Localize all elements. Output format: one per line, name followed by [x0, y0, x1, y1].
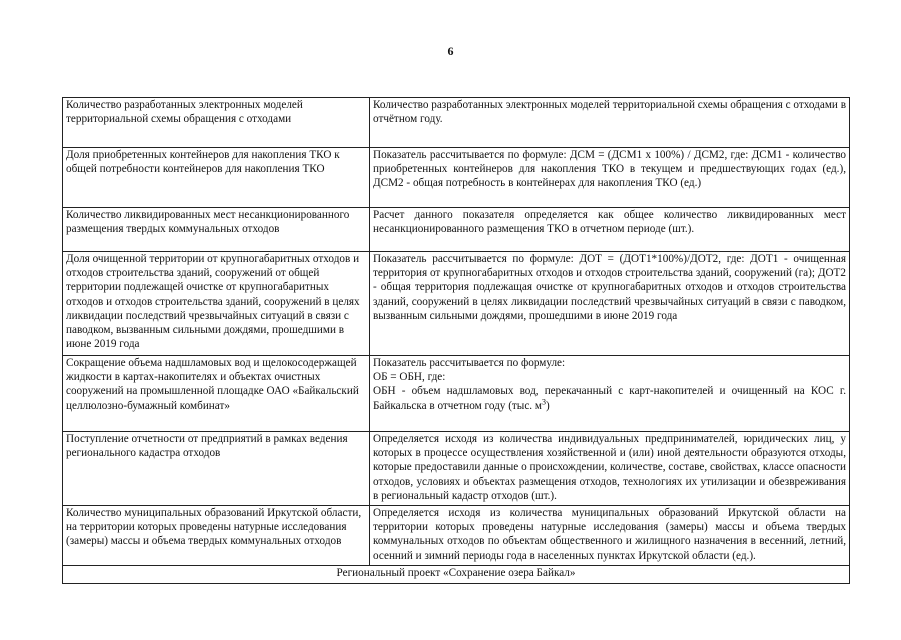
formula-tail: ) [545, 399, 550, 412]
indicator-cell: Количество ликвидированных мест несанкционированного размещения твердых коммунальных отходов [63, 208, 370, 252]
indicator-cell: Количество муниципальных образований Иркутской области, на территории которых проведены натурные исследования (замеры) массы и объема твердых коммунальных отходов [63, 506, 370, 566]
formula: ОБ = ОБН, где: [373, 371, 446, 384]
unit-exponent: 3 [541, 396, 546, 406]
method-cell: Определяется исходя из количества индивидуальных предпринимателей, юридических лиц, у которых в процессе осуществления хозяйственной и (или) иной деятельности образуются отходы, которые предоставили данные о происхождении, количестве, составе, свойствах, классе опасности отходов, условиях и объектах размещения отходов, технологиях их утилизации и обезвреживания в региональный кадастр отходов (шт.). [370, 432, 850, 506]
method-cell: Определяется исходя из количества муниципальных образований Иркутской области на территории которых проведены натурные исследования (замеры) массы и объема твердых коммунальных отходов по объектам общественного и жилищного назначения в весенний, летний, осенний и зимний периоды года в населенных пунктах Иркутской области (ед.). [370, 506, 850, 566]
table-row [63, 506, 850, 566]
formula-definition: ОБН - объем надшламовых вод, перекачанный с карт-накопителей и очищенный на КОС г. Байкальска в отчетном году (тыс. м [373, 385, 846, 412]
table-row [63, 432, 850, 506]
indicator-cell: Доля приобретенных контейнеров для накопления ТКО к общей потребности контейнеров для накопления ТКО [63, 148, 370, 208]
method-cell [370, 356, 850, 432]
section-title: Региональный проект «Сохранение озера Байкал» [63, 566, 850, 584]
indicator-cell: Поступление отчетности от предприятий в рамках ведения регионального кадастра отходов [63, 432, 370, 506]
indicator-cell: Сокращение объема надшламовых вод и щелокосодержащей жидкости в картах-накопителях и объектах очистных сооружений на промышленной площадке ОАО «Байкальский целлюлозно-бумажный комбинат» [63, 356, 370, 432]
section-row [63, 566, 850, 584]
method-cell: Показатель рассчитывается по формуле: ДСМ = (ДСМ1 х 100%) / ДСМ2, где: ДСМ1 - количество приобретенных контейнеров для накопления ТКО в текущем и предшествующих годах (ед.), ДСМ2 - общая потребность в контейнерах для накопления ТКО (ед.) [370, 148, 850, 208]
page-number: 6 [447, 44, 454, 58]
table-row [63, 252, 850, 356]
method-cell: Показатель рассчитывается по формуле: ДОТ = (ДОТ1*100%)/ДОТ2, где: ДОТ1 - очищенная территория от крупногабаритных отходов и отходов строительства зданий, сооружений (га); ДОТ2 - общая территория подлежащая очистке от крупногабаритных отходов и отходов строительства зданий, сооружений в целях ликвидации последствий чрезвычайных ситуаций в связи с паводком, вызванным сильными дождями, прошедшими в июне 2019 года [370, 252, 850, 356]
indicator-cell: Доля очищенной территории от крупногабаритных отходов и отходов строительства зданий, сооружений от общей территории подлежащей очистке от крупногабаритных отходов и отходов строительства зданий, сооружений в целях ликвидации последствий чрезвычайных ситуаций в связи с паводком, вызванным сильными дождями, прошедшими в июне 2019 года [63, 252, 370, 356]
table-row [63, 356, 850, 432]
indicator-cell: Количество разработанных электронных моделей территориальной схемы обращения с отходами [63, 98, 370, 148]
table-row [63, 148, 850, 208]
formula-intro: Показатель рассчитывается по формуле: [373, 357, 566, 369]
method-cell: Количество разработанных электронных моделей территориальной схемы обращения с отходами в отчётном году. [370, 98, 850, 148]
table-row [63, 98, 850, 148]
table-row [63, 208, 850, 252]
indicators-table [62, 97, 850, 584]
method-cell: Расчет данного показателя определяется как общее количество ликвидированных мест несанкционированного размещения ТКО в отчетном периоде (шт.). [370, 208, 850, 252]
